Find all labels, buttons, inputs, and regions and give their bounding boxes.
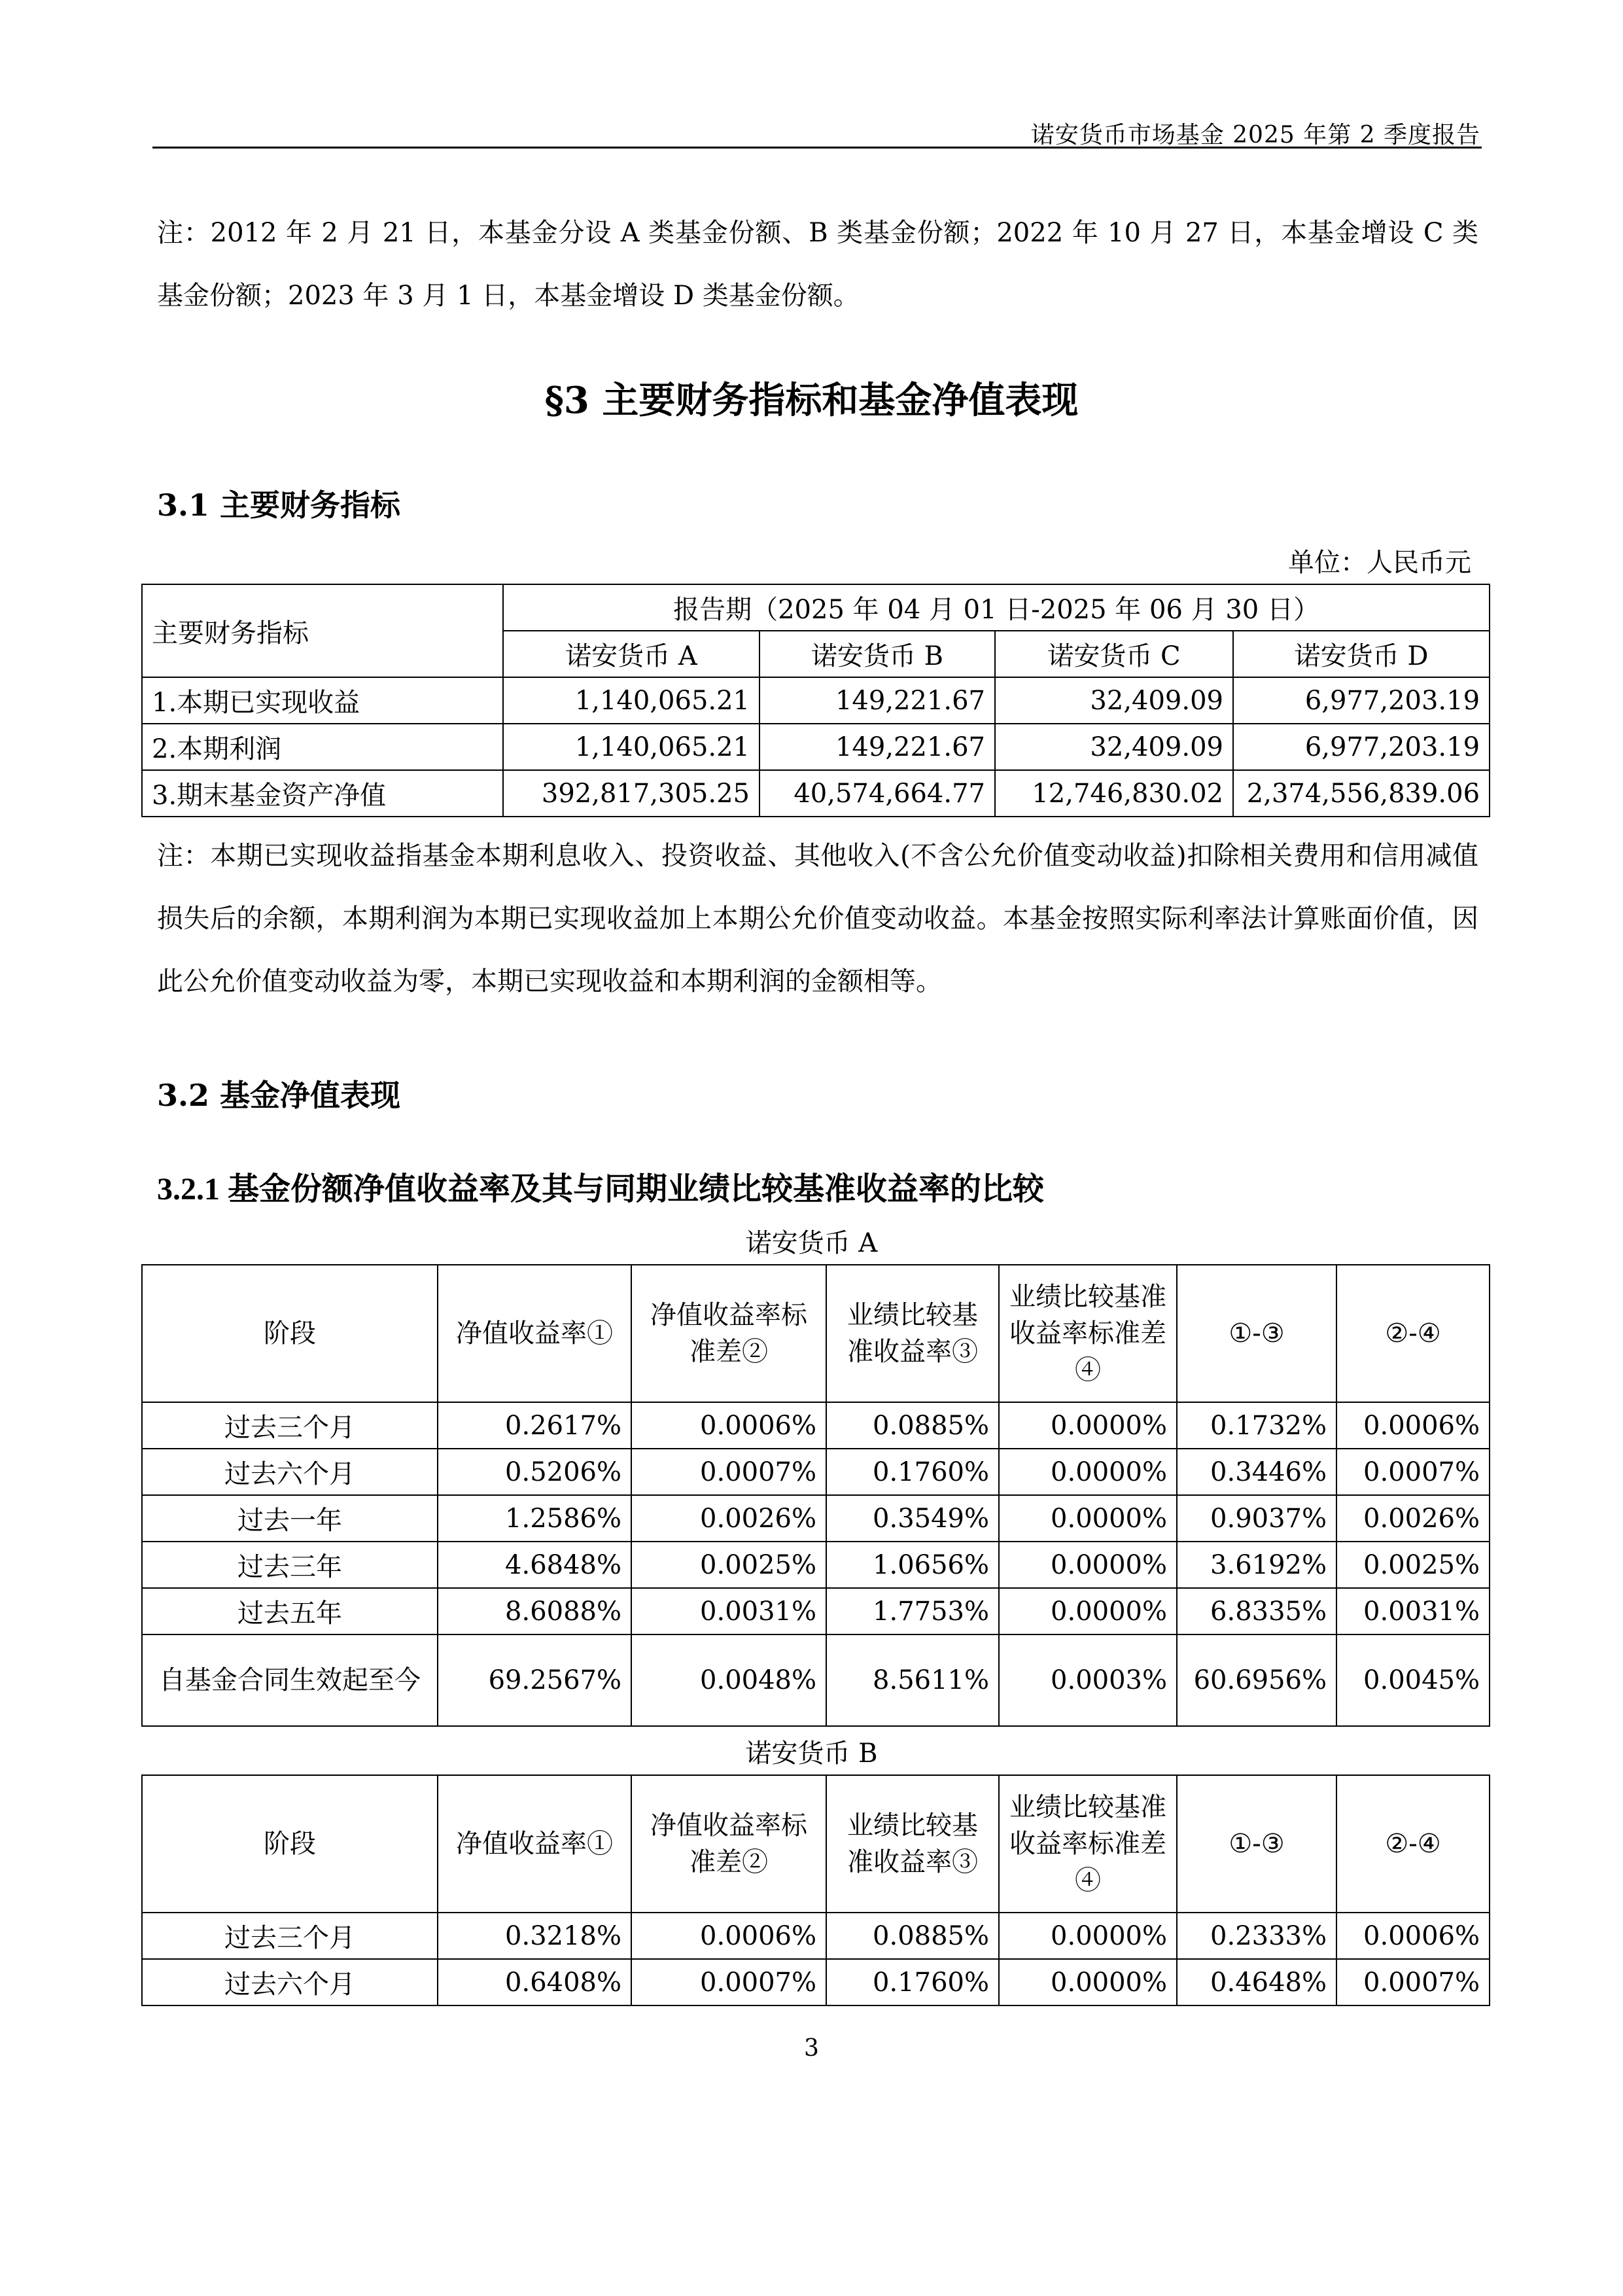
stage-label: 过去三个月 — [142, 1913, 438, 1959]
nav-table-class-b — [141, 1775, 1490, 2006]
cell-value: 0.0007% — [631, 1959, 826, 2005]
cell-value: 0.4648% — [1177, 1959, 1336, 2005]
cell-value: 0.0000% — [999, 1495, 1177, 1542]
cell-value: 1,140,065.21 — [503, 677, 759, 724]
col-header: 净值收益率① — [438, 1265, 631, 1402]
table-row — [142, 770, 1490, 817]
cell-value: 0.9037% — [1177, 1495, 1336, 1542]
cell-value: 8.6088% — [438, 1588, 631, 1634]
cell-value: 6.8335% — [1177, 1588, 1336, 1634]
share-class-note: 注：2012 年 2 月 21 日，本基金分设 A 类基金份额、B 类基金份额；2022 年 10 月 27 日，本基金增设 C 类基金份额；2023 年 3 月 1 日，本基金增设 D 类基金份额。 — [157, 218, 1478, 311]
cell-value: 69.2567% — [438, 1634, 631, 1726]
cell-value: 0.1760% — [826, 1959, 999, 2005]
cell-value: 2,374,556,839.06 — [1233, 770, 1490, 817]
cell-value: 4.6848% — [438, 1542, 631, 1588]
cell-value: 0.1760% — [826, 1449, 999, 1495]
class-header: 诺安货币 B — [759, 631, 995, 677]
table-row — [142, 1913, 1490, 1959]
col-header: 业绩比较基准收益率③ — [826, 1775, 999, 1913]
cell-value: 0.6408% — [438, 1959, 631, 2005]
cell-value: 32,409.09 — [995, 724, 1233, 770]
stage-label: 过去六个月 — [142, 1959, 438, 2005]
cell-value: 1.2586% — [438, 1495, 631, 1542]
cell-value: 0.0000% — [999, 1913, 1177, 1959]
section-3-1-heading: 3.1 主要财务指标 — [157, 487, 401, 523]
nav-table-class-a — [141, 1264, 1490, 1727]
cell-value: 1.0656% — [826, 1542, 999, 1588]
cell-value: 0.0007% — [631, 1449, 826, 1495]
col-header: 业绩比较基准收益率标准差④ — [999, 1265, 1177, 1402]
cell-value: 392,817,305.25 — [503, 770, 759, 817]
col-header: 业绩比较基准收益率③ — [826, 1265, 999, 1402]
cell-value: 0.0006% — [631, 1402, 826, 1449]
cell-value: 0.0031% — [1336, 1588, 1490, 1634]
profit-note: 注：本期已实现收益指基金本期利息收入、投资收益、其他收入(不含公允价值变动收益)扣除相关费用和信用减值损失后的余额，本期利润为本期已实现收益加上本期公允价值变动收益。本基金按照实际利率法计算账面价值，因此公允价值变动收益为零，本期已实现收益和本期利润的金额相等。 — [157, 841, 1478, 997]
cell-value: 0.2333% — [1177, 1913, 1336, 1959]
class-header: 诺安货币 C — [995, 631, 1233, 677]
cell-value: 0.0000% — [999, 1542, 1177, 1588]
stage-label: 过去五年 — [142, 1588, 438, 1634]
report-header-title: 诺安货币市场基金 2025 年第 2 季度报告 — [1030, 122, 1480, 149]
cell-value: 0.3446% — [1177, 1449, 1336, 1495]
table-header-row — [142, 1265, 1490, 1402]
cell-value: 0.1732% — [1177, 1402, 1336, 1449]
chapter-title: §3 主要财务指标和基金净值表现 — [544, 379, 1079, 422]
cell-value: 6,977,203.19 — [1233, 677, 1490, 724]
cell-value: 0.0025% — [631, 1542, 826, 1588]
row-label: 3.期末基金资产净值 — [142, 770, 503, 817]
table-header-row — [142, 1775, 1490, 1913]
stage-label: 过去三个月 — [142, 1402, 438, 1449]
report-period: 报告期（2025 年 04 月 01 日-2025 年 06 月 30 日） — [503, 584, 1490, 631]
cell-value: 0.0000% — [999, 1449, 1177, 1495]
col-header: ②-④ — [1336, 1265, 1490, 1402]
currency-unit: 单位：人民币元 — [1288, 548, 1471, 578]
cell-value: 40,574,664.77 — [759, 770, 995, 817]
cell-value: 32,409.09 — [995, 677, 1233, 724]
table-row — [142, 1634, 1490, 1726]
cell-value: 0.2617% — [438, 1402, 631, 1449]
col-header: 业绩比较基准收益率标准差④ — [999, 1775, 1177, 1913]
stage-label: 过去一年 — [142, 1495, 438, 1542]
section-3-2-heading: 3.2 基金净值表现 — [157, 1078, 401, 1113]
cell-value: 0.0000% — [999, 1959, 1177, 2005]
cell-value: 0.0031% — [631, 1588, 826, 1634]
cell-value: 3.6192% — [1177, 1542, 1336, 1588]
table-row — [142, 1542, 1490, 1588]
cell-value: 149,221.67 — [759, 724, 995, 770]
cell-value: 0.0048% — [631, 1634, 826, 1726]
table-row — [142, 1959, 1490, 2005]
class-header: 诺安货币 A — [503, 631, 759, 677]
cell-value: 0.0045% — [1336, 1634, 1490, 1726]
table-row — [142, 1449, 1490, 1495]
cell-value: 0.0026% — [631, 1495, 826, 1542]
table-b-caption: 诺安货币 B — [745, 1739, 878, 1769]
table-header-row — [142, 584, 1490, 631]
col-header: 净值收益率标准差② — [631, 1265, 826, 1402]
cell-value: 60.6956% — [1177, 1634, 1336, 1726]
cell-value: 0.0000% — [999, 1588, 1177, 1634]
cell-value: 0.0000% — [999, 1402, 1177, 1449]
cell-value: 0.0003% — [999, 1634, 1177, 1726]
class-header: 诺安货币 D — [1233, 631, 1490, 677]
col-header: 阶段 — [142, 1775, 438, 1913]
col-header: 净值收益率① — [438, 1775, 631, 1913]
financial-indicators-table — [141, 584, 1490, 817]
row-label: 2.本期利润 — [142, 724, 503, 770]
cell-value: 12,746,830.02 — [995, 770, 1233, 817]
table-row — [142, 1588, 1490, 1634]
indicator-col-header: 主要财务指标 — [142, 584, 503, 677]
cell-value: 0.0006% — [631, 1913, 826, 1959]
table-row — [142, 1402, 1490, 1449]
cell-value: 0.0007% — [1336, 1449, 1490, 1495]
cell-value: 0.0885% — [826, 1402, 999, 1449]
col-header: 阶段 — [142, 1265, 438, 1402]
col-header: ①-③ — [1177, 1265, 1336, 1402]
cell-value: 0.3218% — [438, 1913, 631, 1959]
cell-value: 149,221.67 — [759, 677, 995, 724]
stage-label: 自基金合同生效起至今 — [142, 1634, 438, 1726]
cell-value: 8.5611% — [826, 1634, 999, 1726]
col-header: ①-③ — [1177, 1775, 1336, 1913]
stage-label: 过去三年 — [142, 1542, 438, 1588]
row-label: 1.本期已实现收益 — [142, 677, 503, 724]
col-header: ②-④ — [1336, 1775, 1490, 1913]
col-header: 净值收益率标准差② — [631, 1775, 826, 1913]
table-row — [142, 1495, 1490, 1542]
table-row — [142, 724, 1490, 770]
cell-value: 0.0006% — [1336, 1913, 1490, 1959]
cell-value: 0.0006% — [1336, 1402, 1490, 1449]
cell-value: 1,140,065.21 — [503, 724, 759, 770]
stage-label: 过去六个月 — [142, 1449, 438, 1495]
table-a-caption: 诺安货币 A — [745, 1228, 878, 1258]
page-number: 3 — [804, 2035, 819, 2062]
header-rule — [152, 147, 1482, 149]
cell-value: 0.5206% — [438, 1449, 631, 1495]
cell-value: 0.0025% — [1336, 1542, 1490, 1588]
table-row — [142, 677, 1490, 724]
cell-value: 6,977,203.19 — [1233, 724, 1490, 770]
cell-value: 1.7753% — [826, 1588, 999, 1634]
cell-value: 0.3549% — [826, 1495, 999, 1542]
cell-value: 0.0885% — [826, 1913, 999, 1959]
cell-value: 0.0026% — [1336, 1495, 1490, 1542]
section-3-2-1-heading: 3.2.1 基金份额净值收益率及其与同期业绩比较基准收益率的比较 — [157, 1172, 1045, 1207]
cell-value: 0.0007% — [1336, 1959, 1490, 2005]
